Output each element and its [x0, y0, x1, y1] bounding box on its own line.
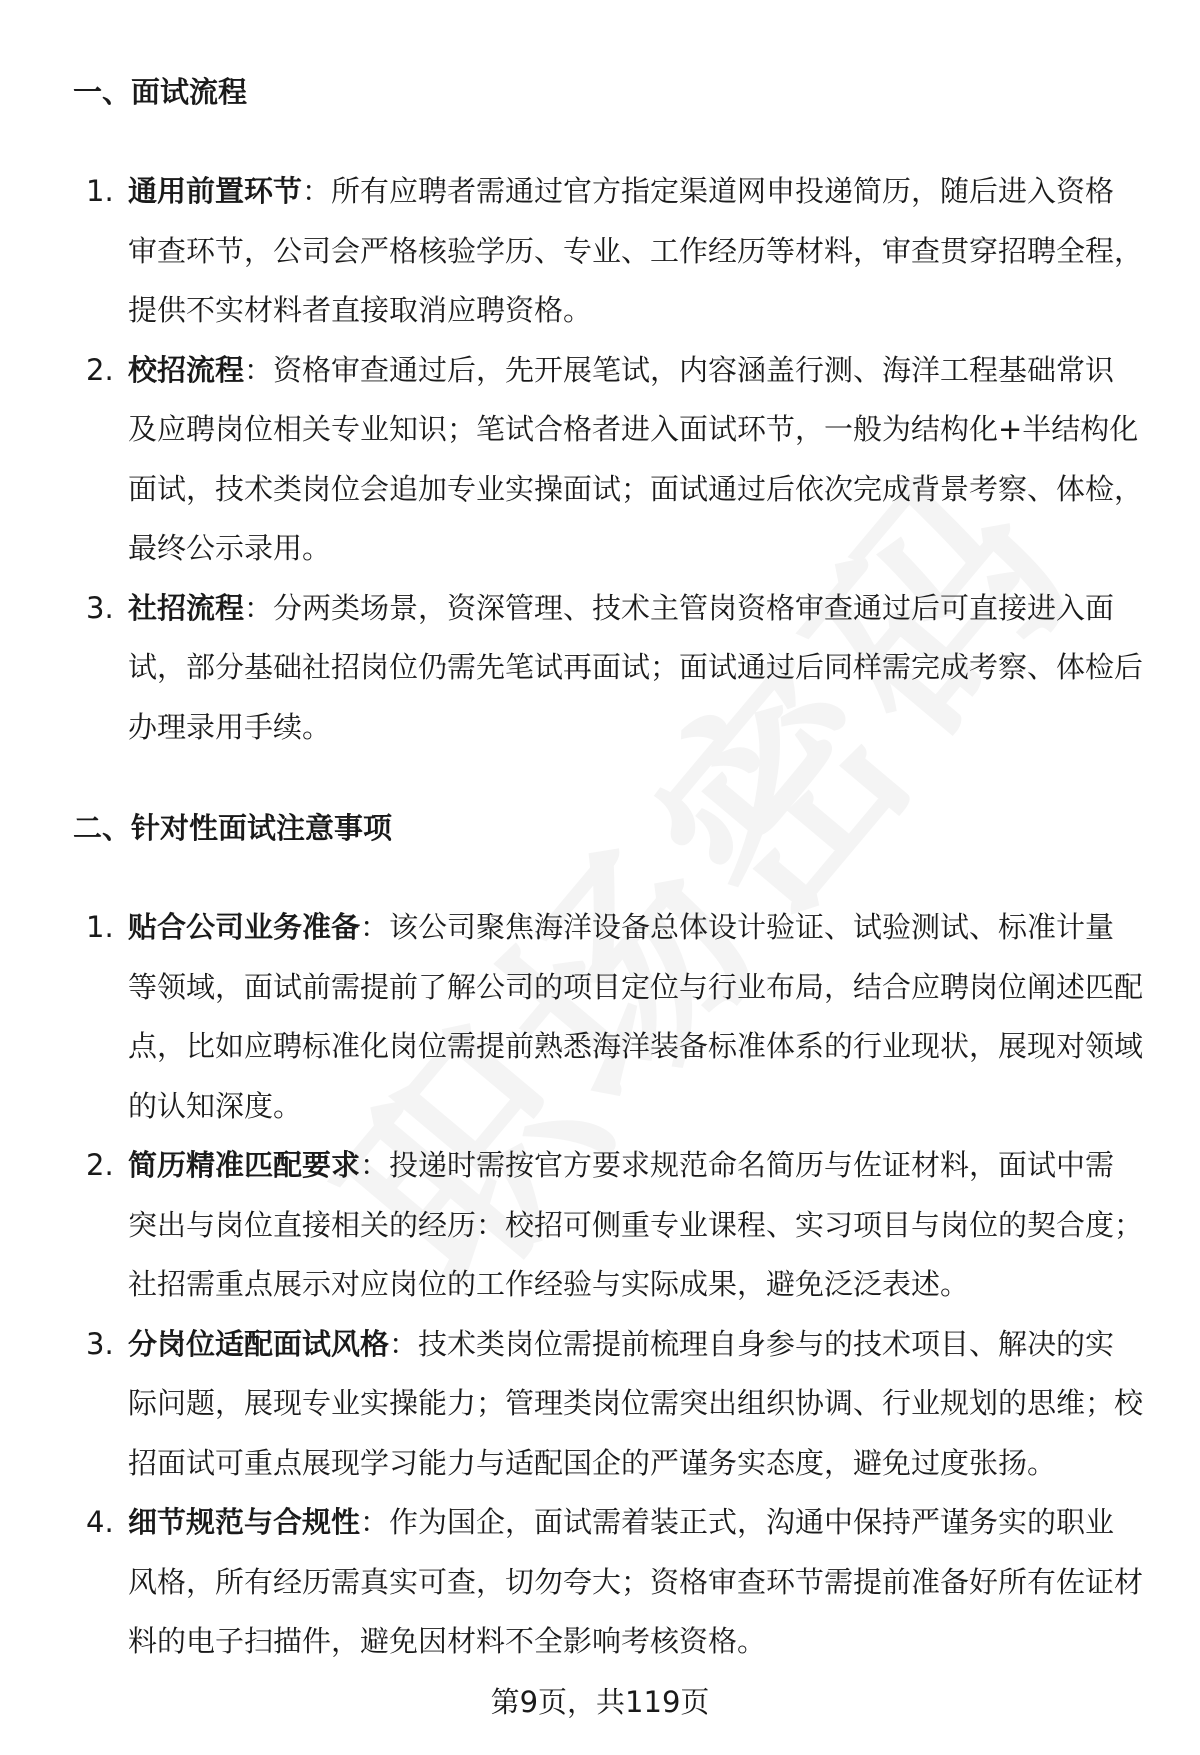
section-title-interview-process: 一、面试流程 — [73, 75, 248, 109]
list-item-number: 2. — [86, 352, 114, 387]
interview-process-list — [0, 162, 1200, 757]
list-item — [0, 1493, 1143, 1672]
list-item-text: ：分两类场景，资深管理、技术主管岗资格审查通过后可直接进入面试，部分基础社招岗位仍需先笔试再面试；面试通过后同样需完成考察、体检后办理录用手续。 — [128, 590, 1144, 744]
list-item-number: 1. — [86, 910, 114, 944]
list-item-number: 3. — [86, 590, 114, 625]
list-item-number: 1. — [86, 174, 114, 208]
list-item — [0, 1315, 1143, 1494]
list-item-number: 4. — [86, 1505, 114, 1539]
list-item-text: ：该公司聚焦海洋设备总体设计验证、试验测试、标准计量等领域，面试前需提前了解公司的项目定位与行业布局，结合应聘岗位阐述匹配点，比如应聘标准化岗位需提前熟悉海洋装备标准体系的行业现状，展现对领域的认知深度。 — [128, 910, 1144, 1123]
list-item — [0, 898, 1143, 1136]
page-number: 第9页，共119页 — [490, 1685, 710, 1719]
list-item-text: ：所有应聘者需通过官方指定渠道网申投递简历，随后进入资格审查环节，公司会严格核验学历、专业、工作经历等材料，审查贯穿招聘全程，提供不实材料者直接取消应聘资格。 — [128, 174, 1144, 327]
list-item-term: 细节规范与合规性 — [128, 1505, 361, 1539]
list-item-term: 校招流程 — [128, 352, 245, 387]
list-item-term: 简历精准匹配要求 — [128, 1148, 361, 1182]
list-item-text: ：作为国企，面试需着装正式，沟通中保持严谨务实的职业风格，所有经历需真实可查，切勿夸大；资格审查环节需提前准备好所有佐证材料的电子扫描件，避免因材料不全影响考核资格。 — [128, 1505, 1144, 1658]
list-item — [0, 1136, 1143, 1315]
list-item-number: 3. — [86, 1326, 114, 1361]
list-item-number: 2. — [86, 1148, 114, 1182]
list-item-term: 通用前置环节 — [128, 174, 303, 208]
list-item-text: ：技术类岗位需提前梳理自身参与的技术项目、解决的实际问题，展现专业实操能力；管理类岗位需突出组织协调、行业规划的思维；校招面试可重点展现学习能力与适配国企的严谨务实态度，避免过度张扬。 — [128, 1326, 1144, 1480]
list-item-text: ：资格审查通过后，先开展笔试，内容涵盖行测、海洋工程基础常识及应聘岗位相关专业知识；笔试合格者进入面试环节，一般为结构化+半结构化面试，技术类岗位会追加专业实操面试；面试通过后依次完成背景考察、体检，最终公示录用。 — [128, 352, 1144, 565]
list-item-text: ：投递时需按官方要求规范命名简历与佐证材料，面试中需突出与岗位直接相关的经历：校招可侧重专业课程、实习项目与岗位的契合度；社招需重点展示对应岗位的工作经验与实际成果，避免泛泛表述。 — [128, 1148, 1144, 1301]
list-item — [0, 579, 1143, 758]
list-item — [0, 341, 1143, 579]
interview-tips-list — [0, 898, 1200, 1672]
list-item-term: 贴合公司业务准备 — [128, 910, 361, 944]
list-item-term: 分岗位适配面试风格 — [128, 1326, 390, 1361]
section-title-interview-tips: 二、针对性面试注意事项 — [73, 811, 393, 845]
list-item-term: 社招流程 — [128, 590, 245, 625]
list-item — [0, 162, 1143, 341]
